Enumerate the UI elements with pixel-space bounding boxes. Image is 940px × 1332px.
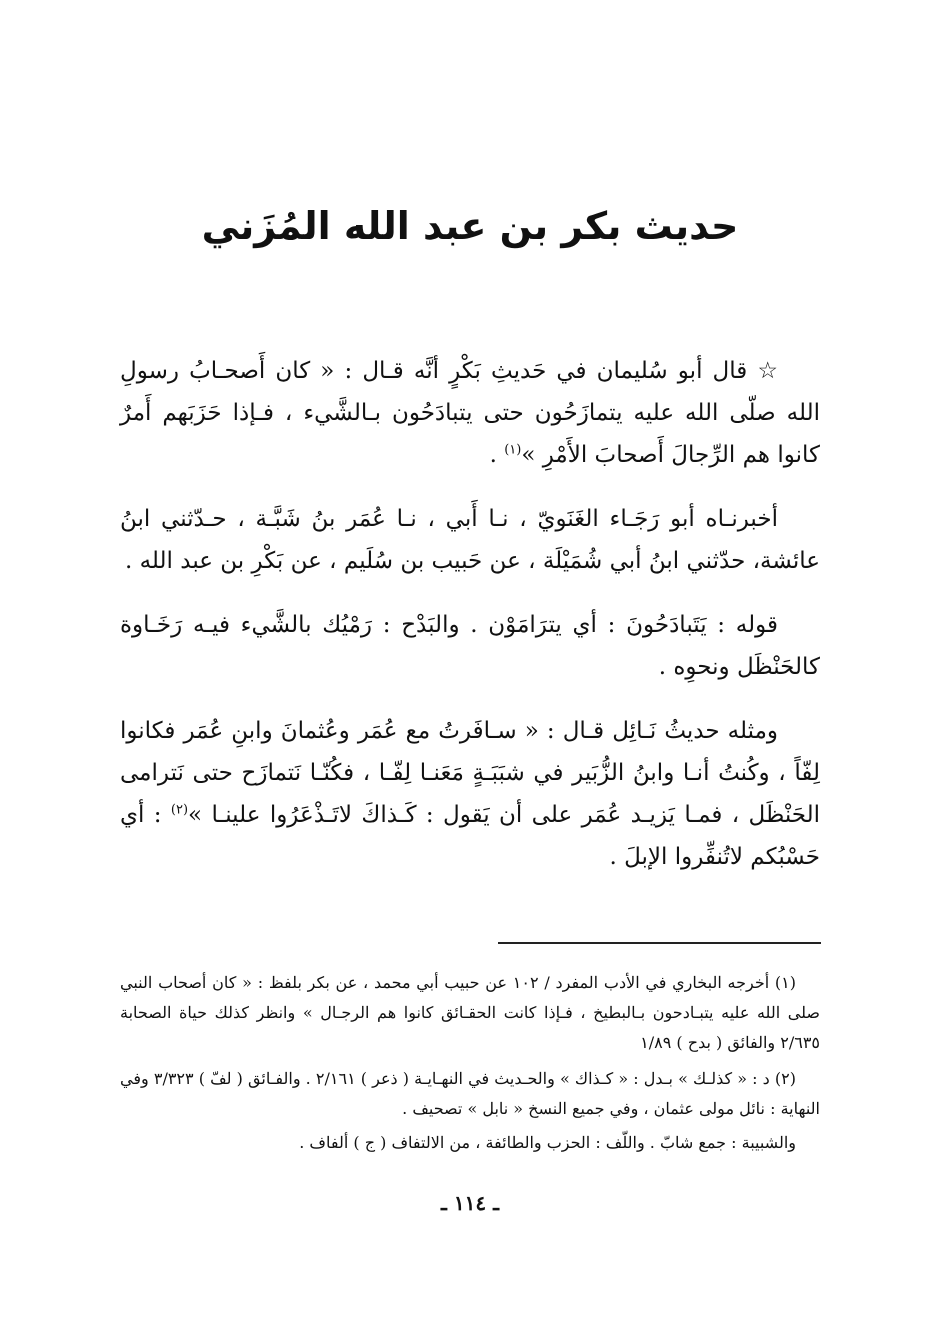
paragraph-explanation: قوله : يَتَبادَحُونَ : أي يترَامَوْن . والبَدْح : رَمْيُك بالشَّيء فيـه رَخَـاوة كالحَنْظَل ونحوِه . <box>120 612 820 680</box>
paragraph-similar-hadith <box>120 710 820 878</box>
page-number: ـ ١١٤ ـ <box>441 1191 499 1215</box>
paragraph-hadith <box>120 350 820 476</box>
paragraph-hadith-end: . <box>489 442 505 468</box>
paragraph-similar-hadith-end: : أي حَسْبُكم لاتُنفِّروا الإبلَ . <box>120 802 820 870</box>
paragraph-hadith-text: ☆ قال أبو سُليمان في حَديثِ بَكْرٍ أنَّه قـال : « كان أَصحـابُ رسولِ الله صلّى الله عليه يتمازَحُون حتى يتبادَحُون بـالشَّيء ، فـإذا حَزَبَهم أَمرٌ كانوا هم الرِّجالَ أَصحابَ الأَمْرِ » <box>120 358 820 468</box>
main-text <box>120 350 820 900</box>
footnote-3: والشبيبة : جمع شابّ . واللّف : الحزب والطائفة ، من الالتفاف ( ج ) ألفاف . <box>299 1133 796 1152</box>
footnotes <box>120 968 820 1164</box>
footnote-ref-2[interactable]: (٢) <box>170 802 189 818</box>
paragraph-isnad: أخبرنـاه أبو رَجَـاء الغَنَويّ ، نـا أَبي ، نـا عُمَر بنُ شَبَّـة ، حـدّثني ابنُ عائشة، حدّثني ابنُ أبي شُمَيْلَة ، عن حَبيب بن سُلَيم ، عن بَكْرِ بن عبد الله . <box>120 506 820 574</box>
footnote-separator <box>498 942 821 944</box>
paragraph-similar-hadith-text: ومثله حديثُ نَـائِل قـال : « سـافَرتُ مع عُمَر وعُثمانَ وابنِ عُمَر فكانوا لِفّاً ، وكُنتُ أنـا وابنُ الزُّبَير في شبَبَـةٍ مَعَنـا لِفّـا ، فكُنّـا نَتمازَح حتى نَترامى الحَنْظَل ، فمـا يَزيـد عُمَر على أن يَقول : كَـذاكَ لاتَـذْعَرُوا علينـا » <box>120 718 820 828</box>
footnote-1: (١) أخرجه البخاري في الأدب المفرد / ١٠٢ عن حبيب أبي محمد ، عن بكر بلفظ : « كان أصحاب النبي صلى الله عليه يتبـادحون بـالبطيخ ، فـإذا كانت الحقـائق كانوا هم الرجـال » وانظر كذلك حياة الصحابة ٢/٦٣٥ والفائق ( بدح ) ١/٨٩ <box>120 973 820 1052</box>
page-title: حديث بكر بن عبد الله المُزَني <box>201 204 739 248</box>
footnote-ref-1[interactable]: (١) <box>504 442 522 458</box>
footnote-2: (٢) د : « كذلـك » بـدل : « كـذاك » والحـديث في النهـايـة ( ذعر ) ٢/١٦١ . والفـائق ( لفّ ) ٣/٣٢٣ وفي النهاية : نائل مولى عثمان ، وفي جميع النسخ « نابل » تصحيف . <box>120 1069 820 1118</box>
